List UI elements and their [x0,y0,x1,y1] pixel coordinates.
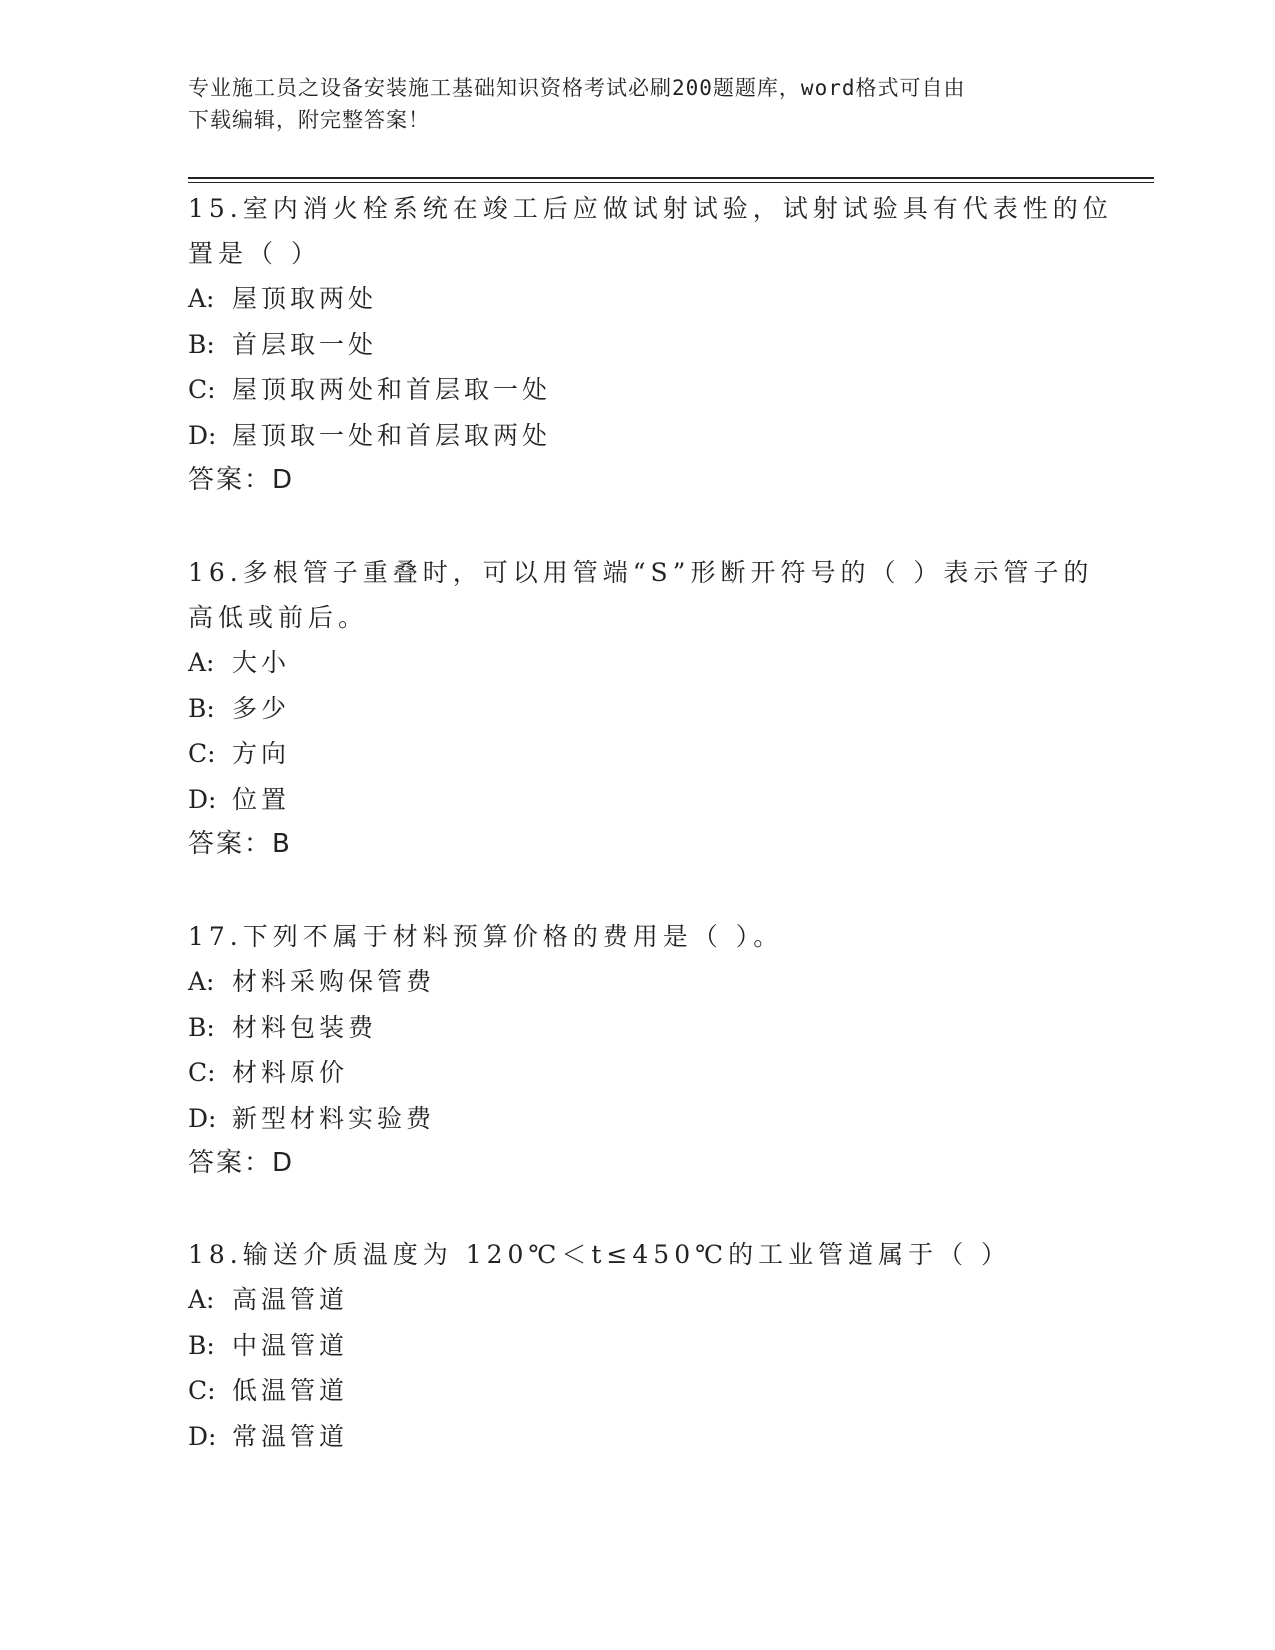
option-label: B: [188,693,215,723]
option-text: 方向 [232,739,291,768]
option-label: C: [188,1058,216,1087]
option-label: C: [188,739,216,768]
option-a [188,640,1088,686]
option-label: B: [188,1330,215,1360]
header-line-2: 下载编辑，附完整答案！ [188,108,430,132]
option-d [188,1414,1088,1460]
option-text: 材料采购保管费 [232,967,436,996]
question-text-line-1: 16.多根管子重叠时，可以用管端“S”形断开符号的（ ）表示管子的 [188,558,1094,587]
option-label: B: [188,329,215,359]
option-b [188,1005,1088,1051]
question-15 [188,186,1113,503]
option-label: A: [188,1285,215,1314]
option-text: 首层取一处 [232,329,378,359]
question-text-line-2: 置是（ ） [188,239,321,268]
option-text: 屋顶取两处和首层取一处 [232,375,552,404]
question-16 [188,550,1094,867]
option-label: D: [188,1103,217,1133]
option-d [188,777,1088,823]
option-text: 材料包装费 [232,1012,378,1042]
option-a [188,276,1088,322]
option-text: 低温管道 [232,1376,349,1405]
option-text: 位置 [232,784,291,814]
option-b [188,686,1088,732]
option-c [188,367,1088,413]
option-label: D: [188,784,217,814]
option-c [188,731,1088,777]
question-text-line-1: 18.输送介质温度为 120℃＜t≤450℃的工业管道属于（ ） [188,1240,1012,1269]
option-text: 新型材料实验费 [232,1103,436,1133]
option-text: 屋顶取两处 [232,284,378,313]
option-label: C: [188,1376,216,1405]
option-text: 材料原价 [232,1058,349,1087]
option-label: D: [188,1421,217,1451]
header-line-1: 专业施工员之设备安装施工基础知识资格考试必刷200题题库，word格式可自由 [188,76,966,100]
option-a [188,959,1088,1005]
header-divider-thick [188,177,1154,179]
option-b [188,322,1088,368]
question-text-line-1: 17.下列不属于材料预算价格的费用是（ ）。 [188,922,784,951]
header-divider-thin [188,182,1154,183]
answer: 答案：D [188,465,295,495]
option-d [188,1096,1088,1142]
option-label: B: [188,1012,215,1042]
option-c [188,1368,1088,1414]
option-label: A: [188,967,215,996]
question-18 [188,1232,1088,1459]
option-label: A: [188,284,215,313]
option-text: 常温管道 [232,1421,349,1451]
option-text: 高温管道 [232,1285,349,1314]
document-header [188,72,1068,136]
option-b [188,1323,1088,1369]
answer: 答案：D [188,1148,295,1178]
option-text: 中温管道 [232,1330,349,1360]
option-a [188,1277,1088,1323]
question-17 [188,914,1088,1186]
option-text: 屋顶取一处和首层取两处 [232,420,552,450]
option-text: 多少 [232,693,291,723]
option-label: C: [188,375,216,404]
option-label: D: [188,420,217,450]
option-text: 大小 [232,648,291,677]
question-text-line-1: 15.室内消火栓系统在竣工后应做试射试验，试射试验具有代表性的位 [188,194,1113,223]
option-d [188,413,1088,459]
option-label: A: [188,648,215,677]
option-c [188,1050,1088,1096]
question-text-line-2: 高低或前后。 [188,603,369,632]
answer: 答案：B [188,829,292,859]
